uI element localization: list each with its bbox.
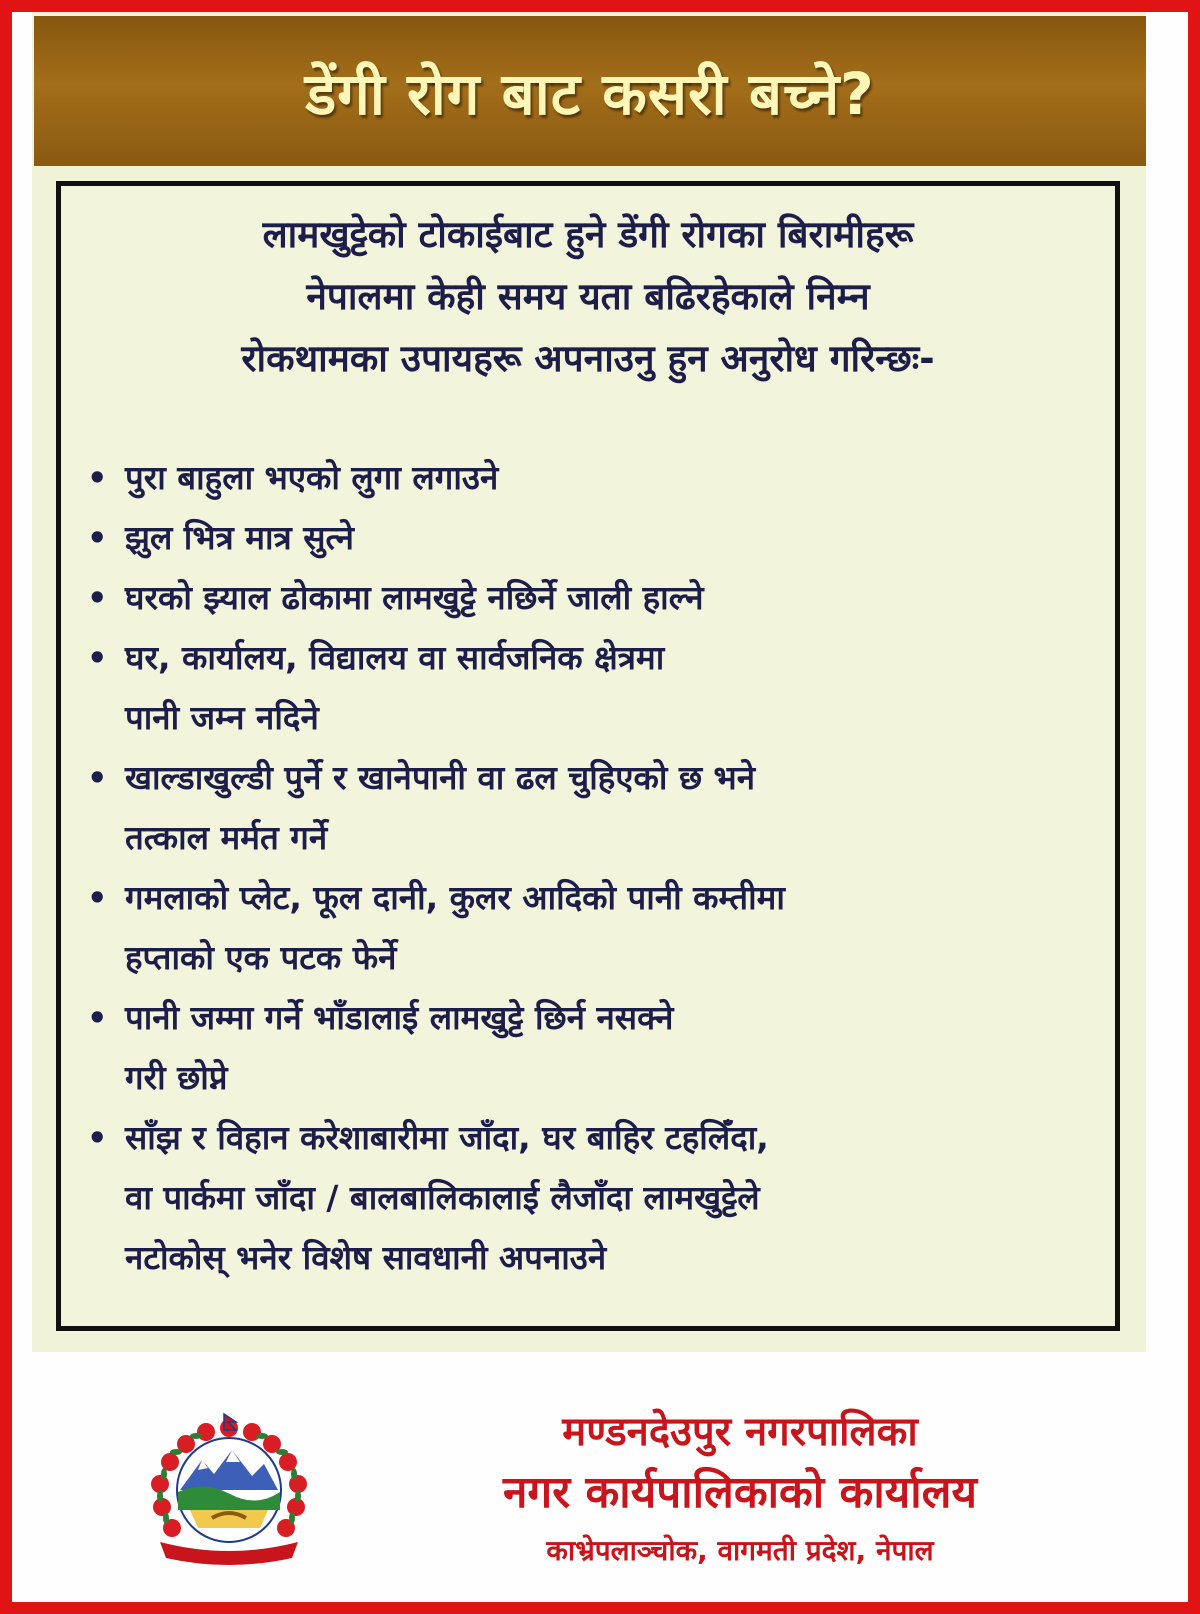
- bullet-icon: •: [87, 519, 108, 557]
- intro-line: लामखुट्टेको टोकाईबाट हुने डेंगी रोगका बिरामीहरू: [262, 213, 914, 256]
- list-item: • पानी जम्मा गर्ने भाँडालाई लामखुट्टे छिर्न नसक्ने गरी छोप्ने: [83, 988, 1103, 1108]
- bullet-icon: •: [87, 759, 108, 797]
- intro-paragraph: [61, 204, 1115, 390]
- address: काभ्रेपलाञ्चोक, वागमती प्रदेश, नेपाल: [546, 1534, 934, 1567]
- list-item: • खाल्डाखुल्डी पुर्ने र खानेपानी वा ढल चुहिएको छ भने तत्काल मर्मत गर्ने: [83, 748, 1103, 868]
- prevention-list: [83, 448, 1103, 1288]
- organization-name: मण्डनदेउपुर नगरपालिका: [562, 1409, 918, 1455]
- title-banner: [34, 16, 1146, 166]
- list-item: • घर, कार्यालय, विद्यालय वा सार्वजनिक क्षेत्रमा पानी जम्न नदिने: [83, 628, 1103, 748]
- bullet-icon: •: [87, 999, 108, 1037]
- page-title: डेंगी रोग बाट कसरी बच्ने?: [305, 59, 875, 128]
- list-item: • झुल भित्र मात्र सुत्ने: [83, 508, 1103, 568]
- office-name: नगर कार्यपालिकाको कार्यालय: [503, 1467, 977, 1518]
- bullet-icon: •: [87, 579, 108, 617]
- content-box: [56, 181, 1120, 1331]
- intro-line: रोकथामका उपायहरू अपनाउनु हुन अनुरोध गरिन्छः-: [241, 337, 935, 380]
- bullet-icon: •: [87, 459, 108, 497]
- list-item: • गमलाको प्लेट, फूल दानी, कुलर आदिको पानी कम्तीमा हप्ताको एक पटक फेर्ने: [83, 868, 1103, 988]
- list-item: • पुरा बाहुला भएको लुगा लगाउने: [83, 448, 1103, 508]
- intro-line: नेपालमा केही समय यता बढिरहेकाले निम्न: [306, 275, 870, 318]
- bullet-icon: •: [87, 1119, 108, 1157]
- list-item: • साँझ र विहान करेशाबारीमा जाँदा, घर बाहिर टहलिँदा, वा पार्कमा जाँदा / बालबालिकालाई लैजाँदा लामखुट्टेले नटोकोस् भनेर विशेष सावधानी अपनाउने: [83, 1108, 1103, 1288]
- list-item: • घरको झ्याल ढोकामा लामखुट्टे नछिर्ने जाली हाल्ने: [83, 568, 1103, 628]
- bullet-icon: •: [87, 639, 108, 677]
- bullet-icon: •: [87, 879, 108, 917]
- footer-organization: [360, 1402, 1120, 1578]
- nepal-government-emblem-icon: [140, 1410, 318, 1570]
